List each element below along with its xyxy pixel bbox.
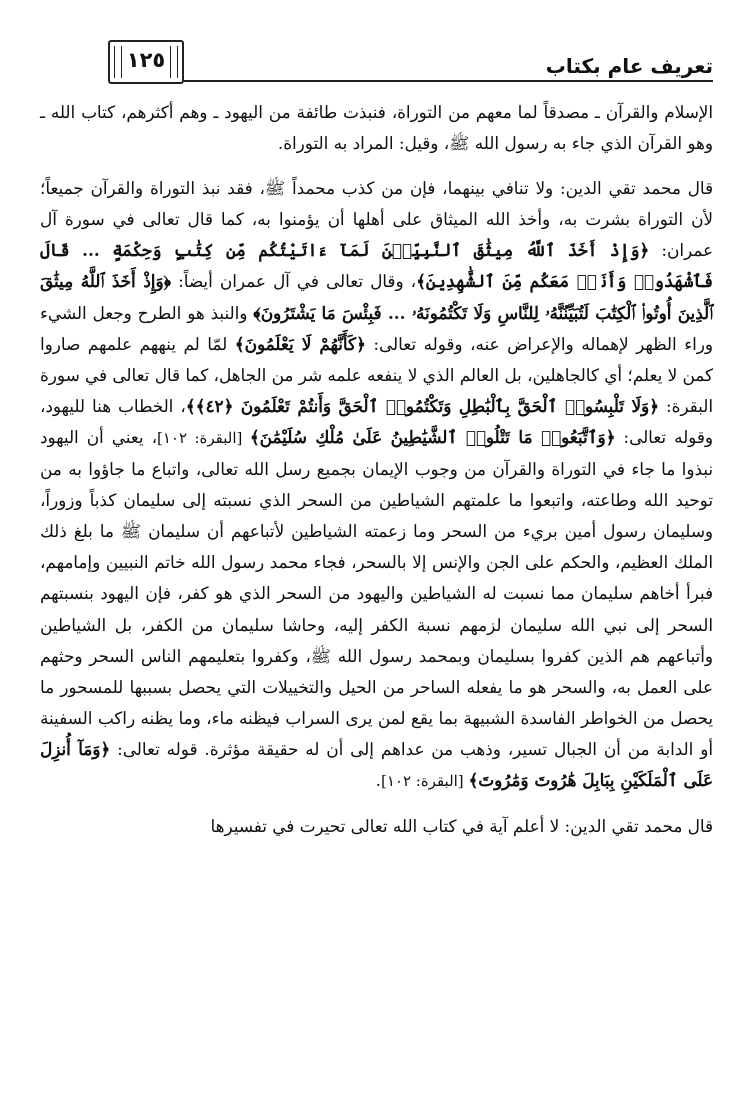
quran-verse: ﴿وَمَآ أُنزِلَ عَلَى ٱلْمَلَكَيْنِ بِبَابِلَ هَٰرُوتَ وَمَٰرُوتَ﴾ — [40, 738, 713, 790]
quran-verse: ﴿كَأَنَّهُمْ لَا يَعْلَمُونَ﴾ — [234, 333, 366, 354]
page-number-frame — [108, 40, 184, 84]
verse-reference: [البقرة: ١٠٢] — [157, 428, 250, 447]
paragraph-text: ، وقال تعالى في آل عمران أيضاً: — [171, 271, 417, 292]
page-header — [108, 40, 713, 92]
paragraph-text: لمّا لم ينههم علمهم صاروا كمن لا يعلم؛ أي كالجاهلين، بل العالم الذي لا ينفعه علمه شر من الجاهل، كما قال تعالى في سورة البقرة: — [40, 333, 714, 416]
body-text — [40, 97, 713, 842]
quran-verse: ﴿وَإِذْ أَخَذَ ٱللَّهُ مِيثَٰقَ ٱلَّذِينَ أُوتُوا۟ ٱلْكِتَٰبَ لَتُبَيِّنُنَّهُۥ لِلنَّاسِ وَلَا تَكْتُمُونَهُۥ ... فَبِئْسَ مَا يَشْتَرُونَ﴾ — [40, 271, 713, 323]
paragraph — [40, 811, 713, 842]
verse-reference: [البقرة: ١٠٢] — [380, 771, 469, 790]
paragraph-text: . — [375, 769, 381, 790]
paragraph-text: ، الخطاب هنا لليهود، وقوله تعالى: — [40, 395, 713, 447]
paragraph-text: الإسلام والقرآن ـ مصدقاً لما معهم من التوراة، فنبذت طائفة من اليهود ـ وهم أكثرهم، كتاب الله ـ وهو القرآن الذي جاء به رسول الله ﷺ، وقيل: المراد به التوراة. — [40, 102, 713, 154]
page-number: ١٢٥ — [126, 48, 166, 72]
paragraph-text: قال محمد تقي الدين: ولا تنافي بينهما، فإن من كذب محمداً ﷺ، فقد نبذ التوراة والقرآن جميعاً؛ لأن التوراة بشرت به، وأخذ الله الميثاق على أهلها أن يؤمنوا به، كما قال تعالى في سورة آل عمران: — [40, 178, 714, 261]
paragraph-text: والنبذ هو الطرح وجعل الشيء وراء الظهر لإهماله والإعراض عنه، وقوله تعالى: — [40, 302, 713, 354]
paragraph — [40, 173, 713, 797]
quran-verse: ﴿وَإِذْ أَخَذَ ٱللَّهُ مِيثَٰقَ ٱلنَّبِيِّـۧنَ لَمَآ ءَاتَيْتُكُم مِّن كِتَٰبٍ وَحِكْمَةٍ ... قَالَ فَٱشْهَدُوا۟ وَأَنَا۠ مَعَكُم مِّنَ ٱلشَّٰهِدِينَ﴾ — [40, 240, 713, 292]
quran-verse: ﴿وَٱتَّبَعُوا۟ مَا تَتْلُوا۟ ٱلشَّيَٰطِينُ عَلَىٰ مُلْكِ سُلَيْمَٰنَ﴾ — [249, 426, 616, 447]
running-title: تعريف عام بكتاب — [545, 54, 713, 78]
paragraph-text: ، يعني أن اليهود نبذوا ما جاء في التوراة والقرآن من وجوب الإيمان بجميع رسل الله تعالى، واتباع ما جاؤوا به من توحيد الله وطاعته، واتبعوا ما علمتهم الشياطين من السحر الذي نسبته إلى سليمان كذباً وزوراً، وسليمان رسول أمين بريء من السحر وما زعمته الشياطين لأتباعهم أن سليمان ﷺ ما بلغ ذلك الملك العظيم، والحكم على الجن والإنس إلا بالسحر، فجاء محمد رسول الله خاتم النبيين وإمامهم، فبرأ أخاهم سليمان مما نسبت له الشياطين واليهود من السحر الذي هو كفر، فإن اليهود بنسبتهم السحر إلى نبي الله سليمان لزمهم نسبة الكفر إليه، وحاشا سليمان من الكفر، بل الشياطين وأتباعهم هم الذين كفروا بسليمان وبمحمد رسول الله ﷺ، وكفروا بتعليمهم الناس السحر وحثهم على العمل به، والسحر هو ما يفعله الساحر من الحيل والتخييلات التي يحصل بسببها للمسحور ما يحصل من الخواطر الفاسدة الشبيهة بما يقع لمن يرى السراب فيظنه ماء، وما يظنه راكب السفينة أو الدابة من أن الجبال تسير، وذهب من عداهم إلى أن له حقيقة مؤثرة. قوله تعالى: — [40, 426, 713, 759]
paragraph — [40, 97, 713, 159]
header-rule — [184, 80, 713, 82]
quran-verse: ﴿وَلَا تَلْبِسُوا۟ ٱلْحَقَّ بِٱلْبَٰطِلِ وَتَكْتُمُوا۟ ٱلْحَقَّ وَأَنتُمْ تَعْلَمُونَ ﴿٤٢﴾﴾ — [185, 395, 659, 416]
paragraph-text: قال محمد تقي الدين: لا أعلم آية في كتاب الله تعالى تحيرت في تفسيرها — [210, 816, 713, 837]
